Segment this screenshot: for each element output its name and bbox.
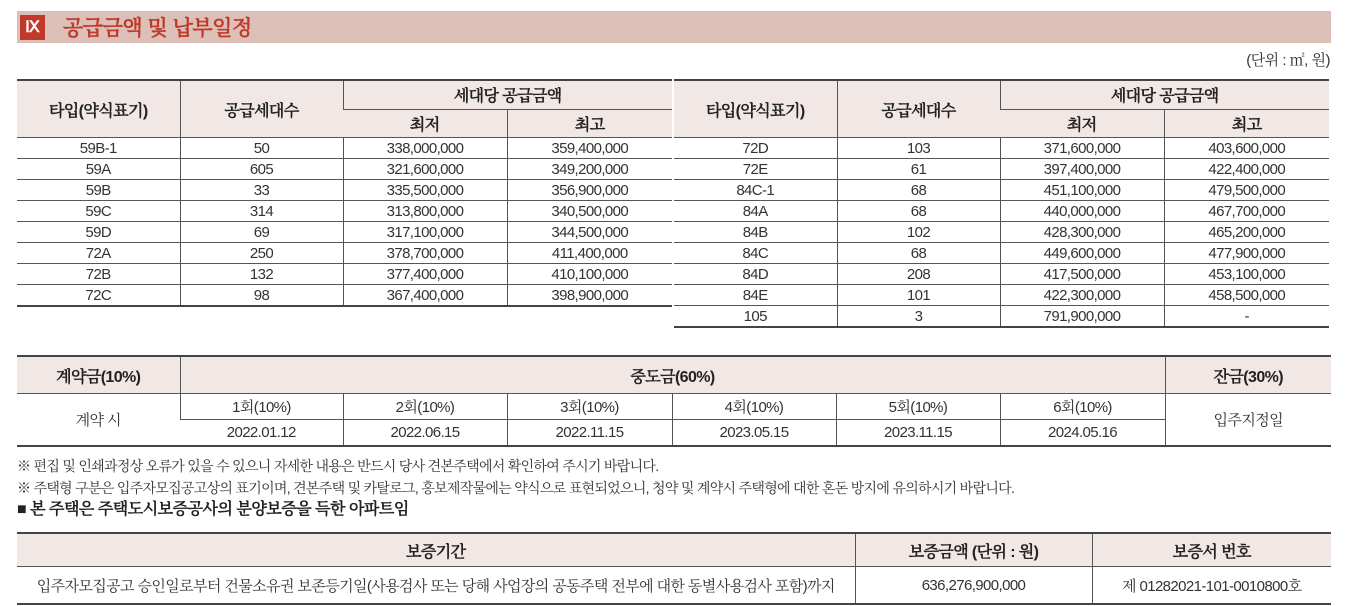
cell-type: 84E <box>674 285 837 306</box>
cell-type: 59A <box>17 159 180 180</box>
cell-type: 59C <box>17 201 180 222</box>
table-row <box>674 222 1329 243</box>
cell-households: 50 <box>180 138 343 159</box>
installment-label: 2회(10%) <box>343 394 507 420</box>
guarantee-period: 입주자모집공고 승인일로부터 건물소유권 보존등기일(사용검사 또는 당해 사업장의 공동주택 전부에 대한 동별사용검사 포함)까지 <box>17 567 855 605</box>
cell-households: 208 <box>837 264 1000 285</box>
guarantee-number: 제 01282021-101-0010800호 <box>1092 567 1331 605</box>
cell-min-price: 378,700,000 <box>343 243 507 264</box>
price-table-right <box>674 79 1329 328</box>
cell-max-price: 458,500,000 <box>1164 285 1329 306</box>
header-balance: 잔금(30%) <box>1165 356 1331 394</box>
cell-type: 72A <box>17 243 180 264</box>
cell-households: 101 <box>837 285 1000 306</box>
installment-label: 1회(10%) <box>180 394 343 420</box>
cell-max-price: 467,700,000 <box>1164 201 1329 222</box>
cell-min-price: 451,100,000 <box>1000 180 1164 201</box>
cell-min-price: 371,600,000 <box>1000 138 1164 159</box>
guarantee-heading: ■ 본 주택은 주택도시보증공사의 분양보증을 득한 아파트임 <box>17 501 409 518</box>
cell-max-price: - <box>1164 306 1329 328</box>
note-1: ※ 편집 및 인쇄과정상 오류가 있을 수 있으니 자세한 내용은 반드시 당사 견본주택에서 확인하여 주시기 바랍니다. <box>17 458 659 474</box>
cell-households: 33 <box>180 180 343 201</box>
cell-households: 68 <box>837 180 1000 201</box>
cell-max-price: 479,500,000 <box>1164 180 1329 201</box>
cell-type: 84D <box>674 264 837 285</box>
cell-max-price: 344,500,000 <box>507 222 672 243</box>
table-row <box>17 222 672 243</box>
header-max: 최고 <box>1164 109 1329 138</box>
cell-type: 59B <box>17 180 180 201</box>
cell-min-price: 397,400,000 <box>1000 159 1164 180</box>
cell-households: 68 <box>837 201 1000 222</box>
cell-max-price: 340,500,000 <box>507 201 672 222</box>
cell-min-price: 317,100,000 <box>343 222 507 243</box>
note-2: ※ 주택형 구분은 입주자모집공고상의 표기이며, 견본주택 및 카탈로그, 홍보제작물에는 약식으로 표현되었으니, 청약 및 계약시 주택형에 대한 혼돈 방지에 유의하시기 바랍니다. <box>17 480 1015 496</box>
header-type: 타입(약식표기) <box>674 80 837 138</box>
table-row <box>674 159 1329 180</box>
price-table-left <box>17 79 672 307</box>
table-row <box>674 243 1329 264</box>
section-number-badge: Ⅸ <box>20 15 45 40</box>
header-min: 최저 <box>1000 109 1164 138</box>
cell-min-price: 422,300,000 <box>1000 285 1164 306</box>
cell-households: 3 <box>837 306 1000 328</box>
cell-max-price: 356,900,000 <box>507 180 672 201</box>
header-middle: 중도금(60%) <box>180 356 1165 394</box>
notes <box>17 455 1014 521</box>
header-guarantee-amount: 보증금액 (단위 : 원) <box>855 533 1092 567</box>
cell-min-price: 791,900,000 <box>1000 306 1164 328</box>
table-row <box>17 138 672 159</box>
cell-max-price: 349,200,000 <box>507 159 672 180</box>
installment-date: 2024.05.16 <box>1000 420 1165 447</box>
cell-min-price: 313,800,000 <box>343 201 507 222</box>
cell-max-price: 477,900,000 <box>1164 243 1329 264</box>
cell-households: 69 <box>180 222 343 243</box>
cell-type: 72B <box>17 264 180 285</box>
cell-min-price: 377,400,000 <box>343 264 507 285</box>
installment-date: 2022.11.15 <box>507 420 672 447</box>
cell-max-price: 398,900,000 <box>507 285 672 307</box>
header-type: 타입(약식표기) <box>17 80 180 138</box>
cell-max-price: 410,100,000 <box>507 264 672 285</box>
unit-label: (단위 : ㎡, 원) <box>1246 52 1330 69</box>
cell-households: 68 <box>837 243 1000 264</box>
cell-type: 72D <box>674 138 837 159</box>
table-row <box>17 201 672 222</box>
cell-min-price: 335,500,000 <box>343 180 507 201</box>
cell-type: 84A <box>674 201 837 222</box>
cell-min-price: 338,000,000 <box>343 138 507 159</box>
cell-max-price: 359,400,000 <box>507 138 672 159</box>
cell-type: 84C-1 <box>674 180 837 201</box>
payment-schedule-table <box>17 355 1331 447</box>
cell-households: 314 <box>180 201 343 222</box>
installment-label: 5회(10%) <box>836 394 1000 420</box>
cell-households: 102 <box>837 222 1000 243</box>
cell-type: 84C <box>674 243 837 264</box>
cell-min-price: 321,600,000 <box>343 159 507 180</box>
table-row <box>17 264 672 285</box>
table-row <box>674 285 1329 306</box>
installment-label: 6회(10%) <box>1000 394 1165 420</box>
cell-min-price: 428,300,000 <box>1000 222 1164 243</box>
header-contract: 계약금(10%) <box>17 356 180 394</box>
table-row <box>674 201 1329 222</box>
table-row <box>674 306 1329 328</box>
installment-date: 2023.11.15 <box>836 420 1000 447</box>
cell-type: 59D <box>17 222 180 243</box>
table-row <box>17 180 672 201</box>
header-guarantee-period: 보증기간 <box>17 533 855 567</box>
cell-type: 59B-1 <box>17 138 180 159</box>
cell-min-price: 367,400,000 <box>343 285 507 307</box>
guarantee-table <box>17 532 1331 605</box>
cell-households: 98 <box>180 285 343 307</box>
cell-type: 72E <box>674 159 837 180</box>
cell-households: 103 <box>837 138 1000 159</box>
table-row <box>17 285 672 307</box>
cell-households: 61 <box>837 159 1000 180</box>
section-title-bar <box>17 11 1331 43</box>
cell-type: 72C <box>17 285 180 307</box>
cell-max-price: 403,600,000 <box>1164 138 1329 159</box>
header-households: 공급세대수 <box>837 80 1000 138</box>
table-row <box>674 264 1329 285</box>
cell-type: 105 <box>674 306 837 328</box>
installment-label: 4회(10%) <box>672 394 836 420</box>
cell-min-price: 417,500,000 <box>1000 264 1164 285</box>
header-price-group: 세대당 공급금액 <box>1000 80 1329 109</box>
cell-max-price: 411,400,000 <box>507 243 672 264</box>
header-households: 공급세대수 <box>180 80 343 138</box>
header-min: 최저 <box>343 109 507 138</box>
header-max: 최고 <box>507 109 672 138</box>
header-guarantee-number: 보증서 번호 <box>1092 533 1331 567</box>
cell-households: 250 <box>180 243 343 264</box>
header-price-group: 세대당 공급금액 <box>343 80 672 109</box>
cell-households: 605 <box>180 159 343 180</box>
table-row <box>674 180 1329 201</box>
guarantee-amount: 636,276,900,000 <box>855 567 1092 605</box>
balance-timing: 입주지정일 <box>1165 394 1331 447</box>
cell-min-price: 440,000,000 <box>1000 201 1164 222</box>
installment-date: 2023.05.15 <box>672 420 836 447</box>
cell-type: 84B <box>674 222 837 243</box>
cell-min-price: 449,600,000 <box>1000 243 1164 264</box>
table-row <box>674 138 1329 159</box>
table-row <box>17 159 672 180</box>
cell-max-price: 453,100,000 <box>1164 264 1329 285</box>
installment-date: 2022.06.15 <box>343 420 507 447</box>
cell-max-price: 465,200,000 <box>1164 222 1329 243</box>
table-row <box>17 243 672 264</box>
cell-households: 132 <box>180 264 343 285</box>
contract-timing: 계약 시 <box>17 394 180 447</box>
installment-label: 3회(10%) <box>507 394 672 420</box>
cell-max-price: 422,400,000 <box>1164 159 1329 180</box>
section-title: 공급금액 및 납부일정 <box>63 17 252 40</box>
installment-date: 2022.01.12 <box>180 420 343 447</box>
